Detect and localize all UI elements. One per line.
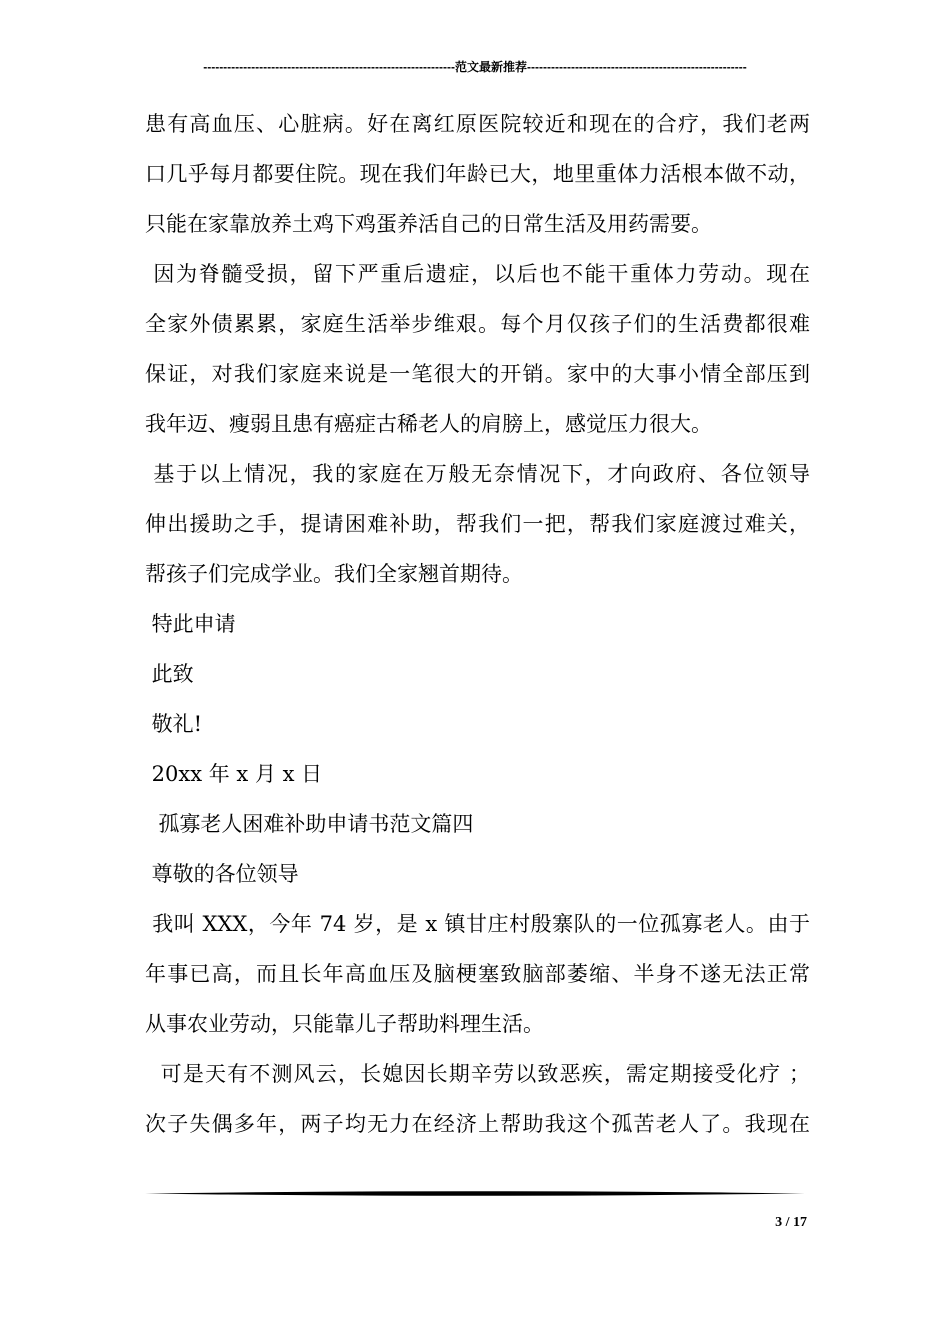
text-line: 我年迈、瘦弱且患有癌症古稀老人的肩膀上，感觉压力很大。 — [145, 412, 712, 436]
text-line: 年事已高，而且长年高血压及脑梗塞致脑部萎缩、半身不遂无法正常 — [145, 962, 810, 986]
text-line: 伸出援助之手，提请困难补助，帮我们一把，帮我们家庭渡过难关， — [145, 512, 810, 536]
document-body — [145, 99, 810, 1149]
text-line: 保证，对我们家庭来说是一笔很大的开销。家中的大事小情全部压到 — [145, 362, 810, 386]
text-line: 口几乎每月都要住院。现在我们年龄已大，地里重体力活根本做不动， — [145, 162, 810, 186]
page-number: 3 / 17 — [775, 1215, 807, 1230]
header-dashes-right: ------------------------------------------------------- — [526, 60, 747, 74]
header-dashes-left: --------------------------------------------------------------- — [203, 60, 455, 74]
text-line: 特此申请 — [145, 612, 236, 636]
salutation: 尊敬的各位领导 — [145, 862, 299, 886]
text-line: 敬礼! — [145, 712, 203, 736]
text-line: 基于以上情况，我的家庭在万般无奈情况下，才向政府、各位领导 — [145, 462, 810, 486]
text-line: 次子失偶多年，两子均无力在经济上帮助我这个孤苦老人了。我现在 — [145, 1112, 810, 1136]
section-heading: 孤寡老人困难补助申请书范文篇四 — [145, 812, 474, 836]
text-line: 我叫 XXX，今年 74 岁，是 x 镇甘庄村殷寨队的一位孤寡老人。由于 — [145, 912, 810, 936]
page-header — [145, 58, 805, 76]
text-line: 帮孩子们完成学业。我们全家翘首期待。 — [145, 562, 523, 586]
text-line: 从事农业劳动，只能靠儿子帮助料理生活。 — [145, 1012, 544, 1036]
text-line: 因为脊髓受损，留下严重后遗症，以后也不能干重体力劳动。现在 — [145, 262, 810, 286]
text-line: 可是天有不测风云，长媳因长期辛劳以致恶疾，需定期接受化疗 ； — [145, 1062, 810, 1086]
text-line: 全家外债累累，家庭生活举步维艰。每个月仅孩子们的生活费都很难 — [145, 312, 810, 336]
text-line: 只能在家靠放养土鸡下鸡蛋养活自己的日常生活及用药需要。 — [145, 212, 712, 236]
text-line: 此致 — [145, 662, 194, 686]
footer-rule — [145, 1190, 805, 1197]
date-line: 20xx 年 x 月 x 日 — [145, 762, 323, 786]
header-title: 范文最新推荐 — [454, 60, 527, 74]
text-line: 患有高血压、心脏病。好在离红原医院较近和现在的合疗，我们老两 — [145, 112, 810, 136]
